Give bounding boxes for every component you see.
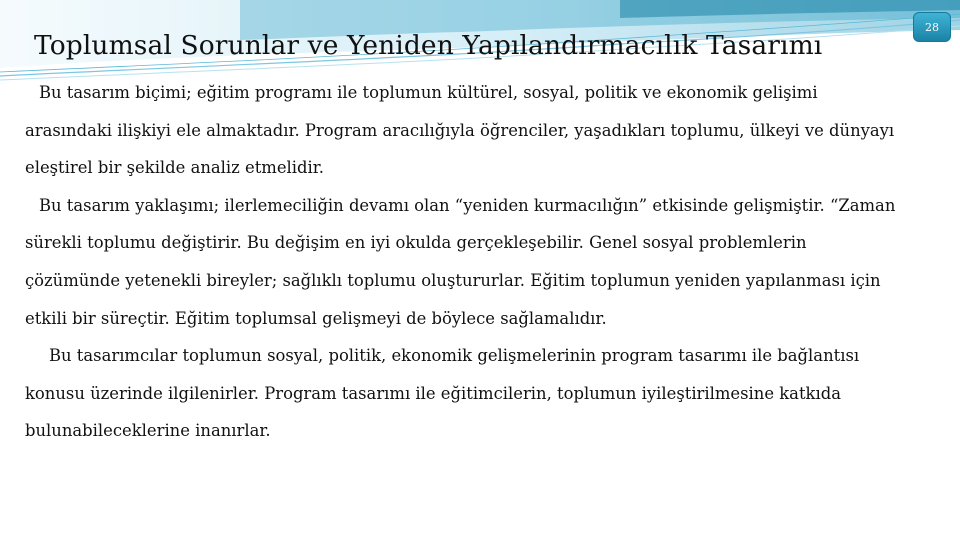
paragraph-3 [25, 337, 940, 450]
slide-body [25, 74, 940, 450]
slide-title: Toplumsal Sorunlar ve Yeniden Yapılandırmacılık Tasarımı [34, 30, 823, 61]
page-number: 28 [925, 20, 939, 34]
text-line: etkili bir süreçtir. Eğitim toplumsal gelişmeyi de böylece sağlamalıdır. [25, 308, 607, 328]
text-line: arasındaki ilişkiyi ele almaktadır. Program aracılığıyla öğrenciler, yaşadıkları toplumu, ülkeyi ve dünyayı [25, 120, 895, 140]
page-number-badge [913, 12, 951, 42]
text-line: çözümünde yetenekli bireyler; sağlıklı toplumu oluştururlar. Eğitim toplumun yeniden yapılanması için [25, 270, 881, 290]
text-line: bulunabileceklerine inanırlar. [25, 421, 271, 441]
text-line: sürekli toplumu değiştirir. Bu değişim en iyi okulda gerçekleşebilir. Genel sosyal problemlerin [25, 233, 807, 253]
text-line: Bu tasarım yaklaşımı; ilerlemeciliğin devamı olan “yeniden kurmacılığın” etkisinde gelişmiştir. “Zaman [39, 195, 896, 215]
paragraph-2 [25, 187, 940, 337]
text-line: konusu üzerinde ilgilenirler. Program tasarımı ile eğitimcilerin, toplumun iyileştirilmesine katkıda [25, 383, 841, 403]
text-line: Bu tasarımcılar toplumun sosyal, politik, ekonomik gelişmelerinin program tasarımı ile bağlantısı [49, 346, 860, 366]
paragraph-1 [25, 74, 940, 187]
text-line: eleştirel bir şekilde analiz etmelidir. [25, 158, 325, 178]
text-line: Bu tasarım biçimi; eğitim programı ile toplumun kültürel, sosyal, politik ve ekonomik gelişimi [39, 83, 818, 102]
